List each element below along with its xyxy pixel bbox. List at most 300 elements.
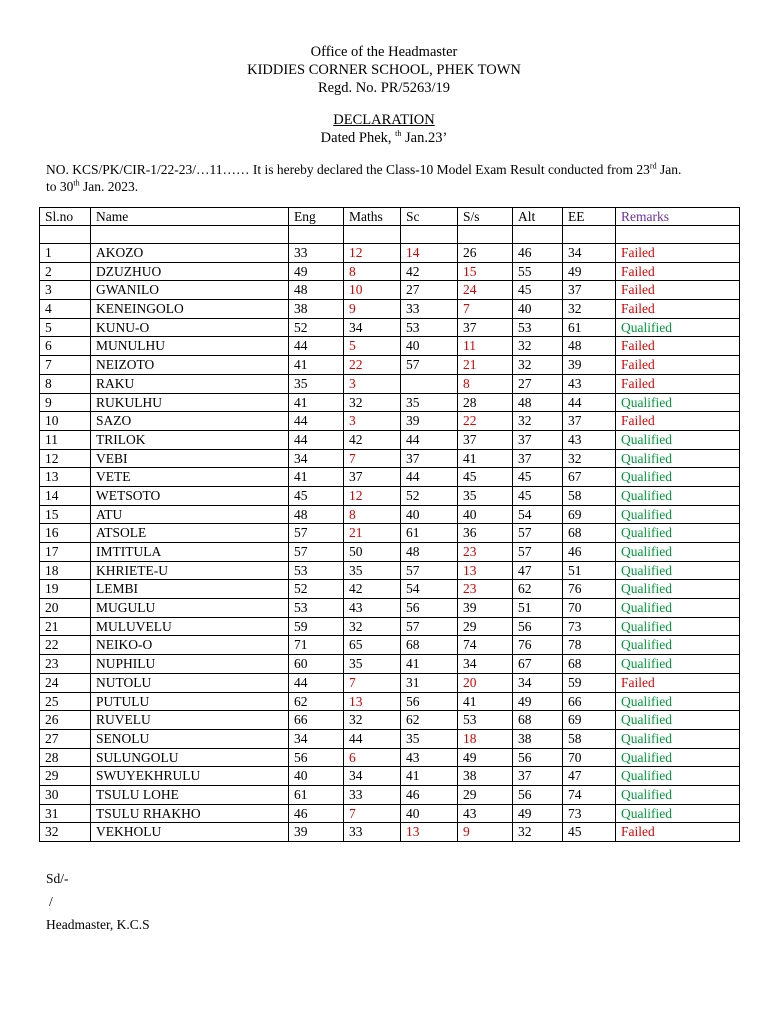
table-row <box>40 729 740 748</box>
cell-sl: 12 <box>40 449 91 468</box>
cell-sl: 28 <box>40 748 91 767</box>
cell-ss: 36 <box>458 524 513 543</box>
cell-alt: 62 <box>513 580 563 599</box>
cell-sc: 37 <box>401 449 458 468</box>
cell-remarks: Failed <box>616 673 740 692</box>
cell-sc: 62 <box>401 711 458 730</box>
cell-maths: 22 <box>344 356 401 375</box>
cell-ss: 37 <box>458 430 513 449</box>
cell-eng: 41 <box>289 356 344 375</box>
cell-maths: 34 <box>344 318 401 337</box>
cell-alt: 53 <box>513 318 563 337</box>
cell-remarks: Qualified <box>616 580 740 599</box>
cell-eng: 52 <box>289 318 344 337</box>
paragraph-sup1: rd <box>649 161 657 171</box>
cell-sl: 9 <box>40 393 91 412</box>
cell-name: ATSOLE <box>91 524 289 543</box>
cell-remarks: Qualified <box>616 486 740 505</box>
cell-sc: 14 <box>401 244 458 263</box>
table-row <box>40 393 740 412</box>
table-row <box>40 711 740 730</box>
cell-sc: 40 <box>401 505 458 524</box>
cell-sc: 43 <box>401 748 458 767</box>
table-row <box>40 468 740 487</box>
dated-suffix: Jan.23’ <box>401 130 448 146</box>
cell-name: AKOZO <box>91 244 289 263</box>
cell-ee: 45 <box>563 823 616 842</box>
cell-name: MUNULHU <box>91 337 289 356</box>
cell-ss: 53 <box>458 711 513 730</box>
paragraph-part1: NO. KCS/PK/CIR-1/22-23/…11…… It is hereby declared the Class-10 Model Exam Result conducted from 23 <box>46 162 650 177</box>
cell-sc: 57 <box>401 617 458 636</box>
cell-name: MULUVELU <box>91 617 289 636</box>
cell-alt: 76 <box>513 636 563 655</box>
cell-sl: 8 <box>40 374 91 393</box>
cell-eng: 38 <box>289 300 344 319</box>
cell-eng: 61 <box>289 785 344 804</box>
cell-sl: 10 <box>40 412 91 431</box>
cell-alt: 40 <box>513 300 563 319</box>
table-row <box>40 767 740 786</box>
cell-alt: 34 <box>513 673 563 692</box>
cell-name: MUGULU <box>91 599 289 618</box>
cell-sl: 6 <box>40 337 91 356</box>
col-header-ee: EE <box>563 208 616 226</box>
cell-maths: 42 <box>344 430 401 449</box>
cell-sl: 2 <box>40 262 91 281</box>
cell-eng: 35 <box>289 374 344 393</box>
cell-ee: 78 <box>563 636 616 655</box>
cell-remarks: Qualified <box>616 804 740 823</box>
cell-sl: 5 <box>40 318 91 337</box>
cell-name: SWUYEKHRULU <box>91 767 289 786</box>
table-row <box>40 374 740 393</box>
cell-eng: 40 <box>289 767 344 786</box>
cell-alt: 45 <box>513 486 563 505</box>
cell-maths: 6 <box>344 748 401 767</box>
declaration-paragraph <box>46 161 736 195</box>
cell-ss: 41 <box>458 692 513 711</box>
cell-sc: 57 <box>401 356 458 375</box>
cell-name: VETE <box>91 468 289 487</box>
cell-alt: 68 <box>513 711 563 730</box>
cell-sc: 35 <box>401 393 458 412</box>
cell-ss: 38 <box>458 767 513 786</box>
cell-eng: 57 <box>289 543 344 562</box>
sd-mark: Sd/- <box>46 871 69 886</box>
cell-remarks: Qualified <box>616 430 740 449</box>
cell-name: KENEINGOLO <box>91 300 289 319</box>
cell-maths: 37 <box>344 468 401 487</box>
cell-eng: 44 <box>289 673 344 692</box>
cell-sl: 25 <box>40 692 91 711</box>
cell-sc: 52 <box>401 486 458 505</box>
dated-sup: th <box>395 129 402 139</box>
cell-remarks: Failed <box>616 337 740 356</box>
cell-ss: 41 <box>458 449 513 468</box>
cell-maths: 13 <box>344 692 401 711</box>
cell-alt: 67 <box>513 655 563 674</box>
cell-maths: 9 <box>344 300 401 319</box>
cell-sl: 16 <box>40 524 91 543</box>
cell-alt: 45 <box>513 468 563 487</box>
table-row <box>40 673 740 692</box>
cell-name: TSULU LOHE <box>91 785 289 804</box>
cell-eng: 56 <box>289 748 344 767</box>
cell-eng: 62 <box>289 692 344 711</box>
cell-remarks: Qualified <box>616 543 740 562</box>
table-row <box>40 412 740 431</box>
cell-eng: 39 <box>289 823 344 842</box>
cell-name: KHRIETE-U <box>91 561 289 580</box>
cell-ss: 7 <box>458 300 513 319</box>
cell-ee: 68 <box>563 524 616 543</box>
cell-sl: 18 <box>40 561 91 580</box>
cell-sl: 20 <box>40 599 91 618</box>
cell-alt: 56 <box>513 748 563 767</box>
cell-sc: 53 <box>401 318 458 337</box>
declaration-block <box>0 111 768 147</box>
cell-name: RUVELU <box>91 711 289 730</box>
cell-maths: 42 <box>344 580 401 599</box>
cell-sc: 56 <box>401 692 458 711</box>
col-header-eng: Eng <box>289 208 344 226</box>
table-row <box>40 655 740 674</box>
cell-sc: 40 <box>401 337 458 356</box>
cell-eng: 46 <box>289 804 344 823</box>
cell-ss: 40 <box>458 505 513 524</box>
cell-ee: 44 <box>563 393 616 412</box>
dated-prefix: Dated Phek, <box>320 130 396 146</box>
cell-maths: 65 <box>344 636 401 655</box>
cell-ss: 22 <box>458 412 513 431</box>
col-header-maths: Maths <box>344 208 401 226</box>
table-row <box>40 561 740 580</box>
cell-maths: 35 <box>344 655 401 674</box>
col-header-alt: Alt <box>513 208 563 226</box>
cell-sl: 26 <box>40 711 91 730</box>
cell-name: LEMBI <box>91 580 289 599</box>
paragraph-sup2: th <box>73 178 80 188</box>
cell-eng: 66 <box>289 711 344 730</box>
cell-name: PUTULU <box>91 692 289 711</box>
table-row <box>40 356 740 375</box>
cell-eng: 48 <box>289 281 344 300</box>
cell-sc: 46 <box>401 785 458 804</box>
cell-maths: 7 <box>344 449 401 468</box>
cell-ee: 58 <box>563 729 616 748</box>
cell-ss: 23 <box>458 543 513 562</box>
cell-remarks: Failed <box>616 281 740 300</box>
cell-eng: 53 <box>289 599 344 618</box>
cell-ee: 37 <box>563 412 616 431</box>
cell-ee: 61 <box>563 318 616 337</box>
cell-maths: 12 <box>344 244 401 263</box>
cell-ee: 51 <box>563 561 616 580</box>
table-row <box>40 337 740 356</box>
cell-remarks: Qualified <box>616 692 740 711</box>
cell-alt: 37 <box>513 767 563 786</box>
paragraph-part2: Jan. <box>656 162 682 177</box>
table-row <box>40 785 740 804</box>
cell-maths: 44 <box>344 729 401 748</box>
cell-ee: 43 <box>563 430 616 449</box>
cell-sl: 27 <box>40 729 91 748</box>
cell-sc: 56 <box>401 599 458 618</box>
cell-sc: 48 <box>401 543 458 562</box>
cell-alt: 27 <box>513 374 563 393</box>
table-row <box>40 430 740 449</box>
cell-sc: 61 <box>401 524 458 543</box>
table-row <box>40 617 740 636</box>
cell-remarks: Qualified <box>616 561 740 580</box>
cell-name: NUPHILU <box>91 655 289 674</box>
cell-ss: 29 <box>458 617 513 636</box>
cell-remarks: Qualified <box>616 617 740 636</box>
cell-sc: 39 <box>401 412 458 431</box>
cell-name: SENOLU <box>91 729 289 748</box>
cell-sl: 29 <box>40 767 91 786</box>
table-row <box>40 580 740 599</box>
cell-remarks: Failed <box>616 356 740 375</box>
cell-ss: 28 <box>458 393 513 412</box>
cell-name: VEBI <box>91 449 289 468</box>
cell-sl: 21 <box>40 617 91 636</box>
cell-remarks: Qualified <box>616 729 740 748</box>
cell-ee: 46 <box>563 543 616 562</box>
cell-maths: 21 <box>344 524 401 543</box>
cell-sl: 3 <box>40 281 91 300</box>
table-row <box>40 318 740 337</box>
cell-sc: 44 <box>401 430 458 449</box>
cell-sl: 19 <box>40 580 91 599</box>
signatory: Headmaster, K.C.S <box>46 917 150 932</box>
cell-alt: 51 <box>513 599 563 618</box>
cell-eng: 33 <box>289 244 344 263</box>
cell-maths: 7 <box>344 804 401 823</box>
cell-ss: 15 <box>458 262 513 281</box>
cell-sc: 41 <box>401 655 458 674</box>
cell-eng: 48 <box>289 505 344 524</box>
cell-ss: 26 <box>458 244 513 263</box>
table-row <box>40 543 740 562</box>
cell-name: DZUZHUO <box>91 262 289 281</box>
header-spacer-row <box>40 226 740 244</box>
col-header-remarks: Remarks <box>616 208 740 226</box>
cell-sl: 17 <box>40 543 91 562</box>
cell-sl: 30 <box>40 785 91 804</box>
table-row <box>40 449 740 468</box>
cell-maths: 3 <box>344 374 401 393</box>
cell-maths: 10 <box>344 281 401 300</box>
cell-ss: 23 <box>458 580 513 599</box>
cell-ss: 29 <box>458 785 513 804</box>
cell-ee: 32 <box>563 300 616 319</box>
cell-sc: 27 <box>401 281 458 300</box>
cell-ss: 24 <box>458 281 513 300</box>
cell-alt: 49 <box>513 692 563 711</box>
cell-name: TSULU RHAKHO <box>91 804 289 823</box>
office-line: Office of the Headmaster <box>310 44 458 60</box>
table-row <box>40 262 740 281</box>
cell-ss: 34 <box>458 655 513 674</box>
cell-sl: 32 <box>40 823 91 842</box>
table-row <box>40 281 740 300</box>
cell-maths: 35 <box>344 561 401 580</box>
cell-maths: 43 <box>344 599 401 618</box>
cell-alt: 48 <box>513 393 563 412</box>
cell-remarks: Qualified <box>616 524 740 543</box>
table-row <box>40 804 740 823</box>
cell-alt: 47 <box>513 561 563 580</box>
cell-maths: 33 <box>344 785 401 804</box>
cell-name: GWANILO <box>91 281 289 300</box>
cell-sc: 42 <box>401 262 458 281</box>
cell-sc: 33 <box>401 300 458 319</box>
cell-maths: 32 <box>344 711 401 730</box>
cell-remarks: Qualified <box>616 505 740 524</box>
cell-remarks: Failed <box>616 262 740 281</box>
cell-alt: 56 <box>513 785 563 804</box>
school-name: KIDDIES CORNER SCHOOL, PHEK TOWN <box>247 62 521 78</box>
cell-sc: 41 <box>401 767 458 786</box>
cell-remarks: Failed <box>616 244 740 263</box>
declaration-title: DECLARATION <box>333 112 435 128</box>
cell-sc: 54 <box>401 580 458 599</box>
paragraph-part4: Jan. 2023. <box>79 179 139 194</box>
table-row <box>40 300 740 319</box>
cell-ss: 11 <box>458 337 513 356</box>
cell-maths: 8 <box>344 505 401 524</box>
cell-name: IMTITULA <box>91 543 289 562</box>
registration-number: Regd. No. PR/5263/19 <box>317 80 451 96</box>
cell-sc: 13 <box>401 823 458 842</box>
cell-ss: 43 <box>458 804 513 823</box>
cell-sl: 24 <box>40 673 91 692</box>
cell-ee: 43 <box>563 374 616 393</box>
cell-name: RAKU <box>91 374 289 393</box>
cell-ee: 73 <box>563 617 616 636</box>
cell-remarks: Qualified <box>616 318 740 337</box>
cell-maths: 50 <box>344 543 401 562</box>
cell-alt: 38 <box>513 729 563 748</box>
cell-eng: 59 <box>289 617 344 636</box>
cell-ss: 21 <box>458 356 513 375</box>
cell-ee: 70 <box>563 599 616 618</box>
cell-alt: 55 <box>513 262 563 281</box>
cell-ee: 73 <box>563 804 616 823</box>
cell-eng: 34 <box>289 449 344 468</box>
cell-alt: 57 <box>513 543 563 562</box>
cell-eng: 41 <box>289 393 344 412</box>
cell-eng: 71 <box>289 636 344 655</box>
cell-maths: 12 <box>344 486 401 505</box>
cell-name: ATU <box>91 505 289 524</box>
cell-ss: 13 <box>458 561 513 580</box>
cell-ee: 32 <box>563 449 616 468</box>
cell-ee: 68 <box>563 655 616 674</box>
cell-ee: 66 <box>563 692 616 711</box>
cell-eng: 41 <box>289 468 344 487</box>
col-header-name: Name <box>91 208 289 226</box>
col-header-slno: Sl.no <box>40 208 91 226</box>
cell-remarks: Qualified <box>616 636 740 655</box>
cell-alt: 32 <box>513 823 563 842</box>
signature-slash: / <box>49 894 53 909</box>
cell-name: NUTOLU <box>91 673 289 692</box>
cell-alt: 49 <box>513 804 563 823</box>
cell-ee: 47 <box>563 767 616 786</box>
cell-ss: 18 <box>458 729 513 748</box>
cell-sl: 4 <box>40 300 91 319</box>
cell-maths: 32 <box>344 393 401 412</box>
cell-ee: 58 <box>563 486 616 505</box>
cell-alt: 57 <box>513 524 563 543</box>
cell-remarks: Qualified <box>616 767 740 786</box>
cell-name: NEIZOTO <box>91 356 289 375</box>
cell-alt: 37 <box>513 449 563 468</box>
cell-maths: 34 <box>344 767 401 786</box>
cell-ss: 20 <box>458 673 513 692</box>
cell-remarks: Qualified <box>616 655 740 674</box>
cell-ss: 74 <box>458 636 513 655</box>
cell-remarks: Qualified <box>616 711 740 730</box>
cell-remarks: Qualified <box>616 748 740 767</box>
cell-ee: 69 <box>563 711 616 730</box>
cell-eng: 60 <box>289 655 344 674</box>
cell-remarks: Failed <box>616 412 740 431</box>
cell-ee: 59 <box>563 673 616 692</box>
table-row <box>40 244 740 263</box>
cell-ee: 48 <box>563 337 616 356</box>
table-row <box>40 486 740 505</box>
cell-sl: 15 <box>40 505 91 524</box>
cell-name: WETSOTO <box>91 486 289 505</box>
cell-alt: 37 <box>513 430 563 449</box>
cell-remarks: Failed <box>616 374 740 393</box>
cell-ss: 37 <box>458 318 513 337</box>
cell-ee: 70 <box>563 748 616 767</box>
cell-ee: 76 <box>563 580 616 599</box>
cell-ee: 69 <box>563 505 616 524</box>
cell-alt: 56 <box>513 617 563 636</box>
paragraph-part3: to 30 <box>46 179 74 194</box>
cell-remarks: Qualified <box>616 449 740 468</box>
cell-maths: 3 <box>344 412 401 431</box>
cell-maths: 33 <box>344 823 401 842</box>
cell-sc: 40 <box>401 804 458 823</box>
cell-remarks: Qualified <box>616 393 740 412</box>
cell-alt: 32 <box>513 356 563 375</box>
cell-name: NEIKO-O <box>91 636 289 655</box>
cell-eng: 44 <box>289 430 344 449</box>
table-row <box>40 692 740 711</box>
table-row <box>40 599 740 618</box>
cell-maths: 7 <box>344 673 401 692</box>
cell-eng: 44 <box>289 337 344 356</box>
cell-sl: 31 <box>40 804 91 823</box>
cell-eng: 53 <box>289 561 344 580</box>
dated-line <box>0 129 768 147</box>
cell-maths: 32 <box>344 617 401 636</box>
cell-name: RUKULHU <box>91 393 289 412</box>
col-header-ss: S/s <box>458 208 513 226</box>
table-header-row <box>40 208 740 226</box>
cell-ee: 39 <box>563 356 616 375</box>
cell-remarks: Failed <box>616 823 740 842</box>
cell-ee: 34 <box>563 244 616 263</box>
cell-alt: 46 <box>513 244 563 263</box>
